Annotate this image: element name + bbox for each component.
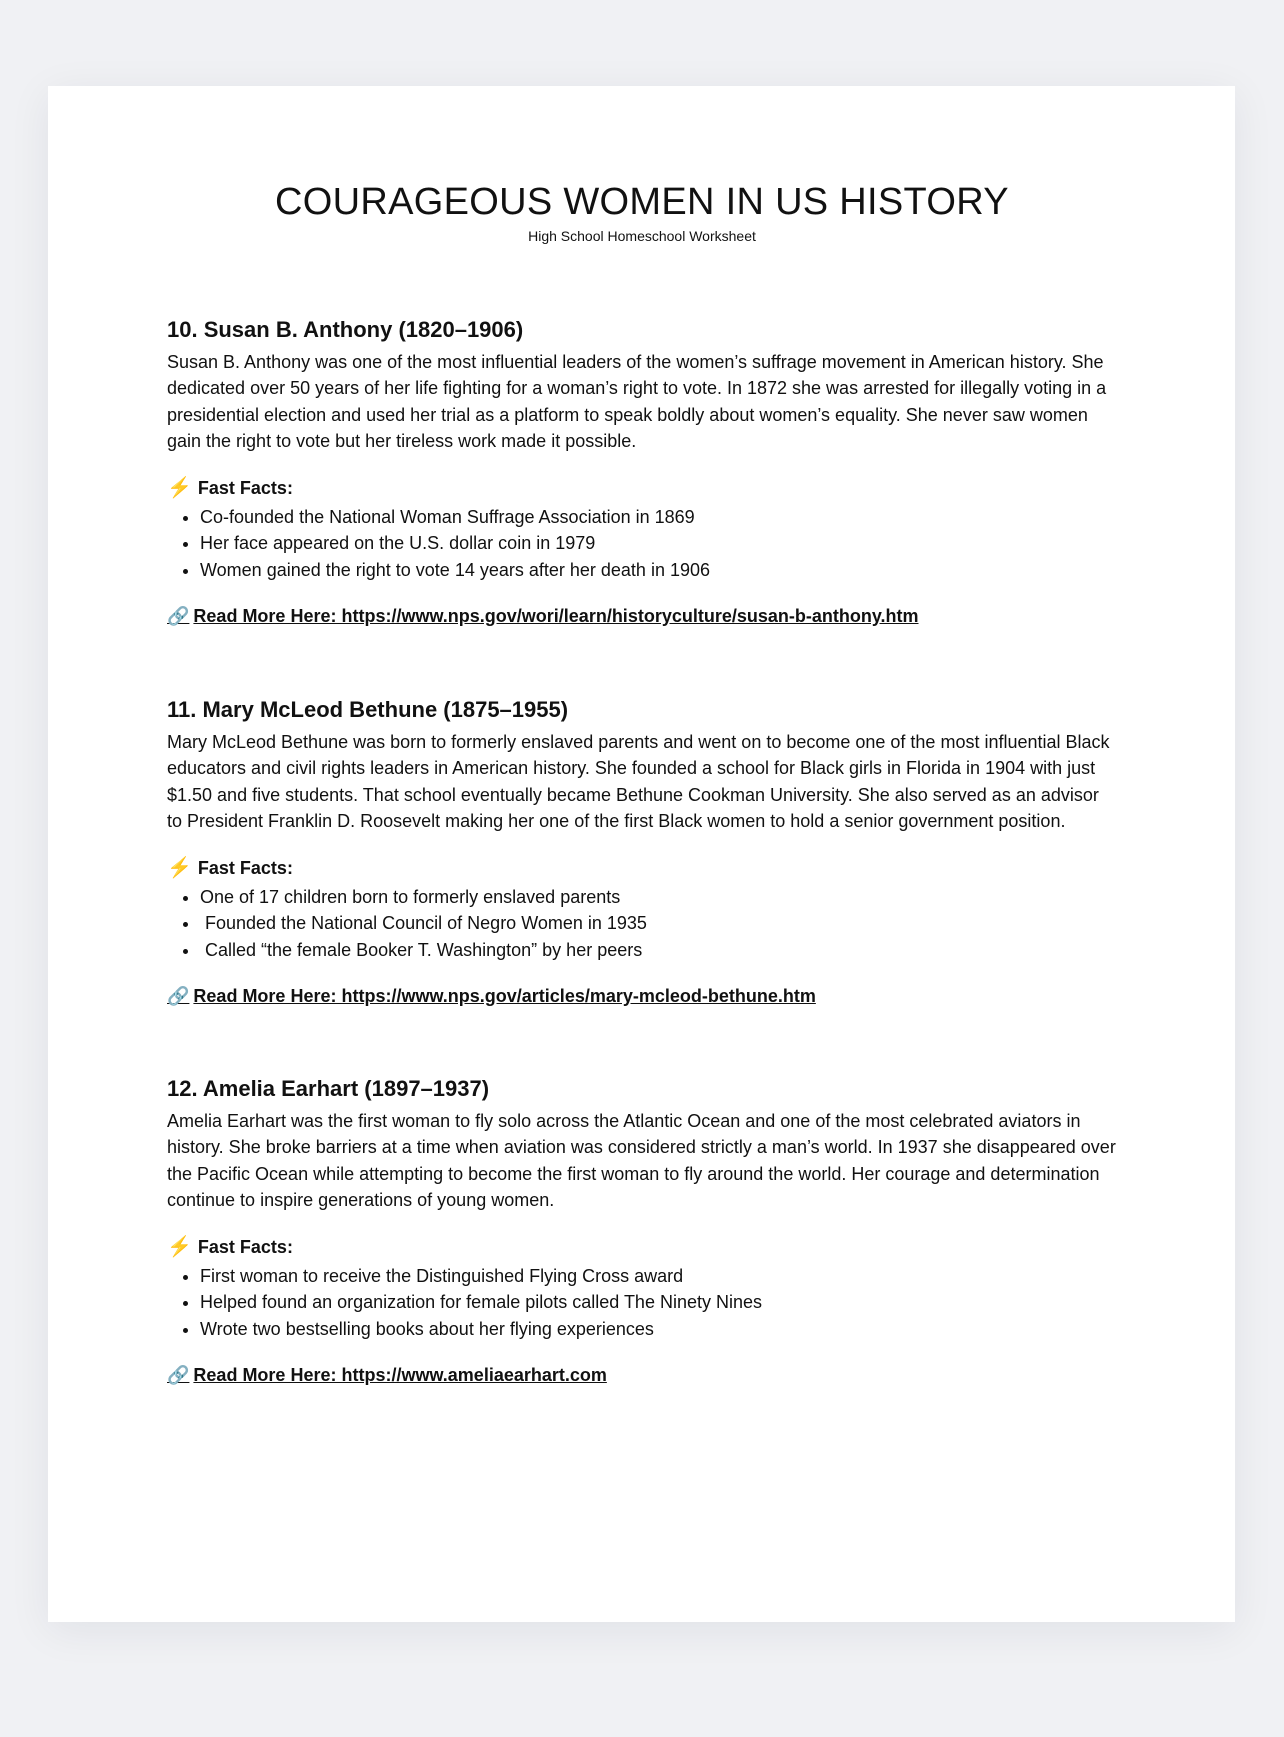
fast-facts-label: Fast Facts: (197, 858, 293, 879)
section-amelia-earhart (167, 1074, 1117, 1388)
read-more-link[interactable] (167, 1362, 927, 1388)
fast-facts-label: Fast Facts: (197, 478, 293, 499)
fast-facts-list (167, 1263, 1117, 1342)
chain-link-icon: 🔗 (167, 606, 190, 627)
list-item: • Founded the National Council of Negro Women in 1935 (200, 910, 1117, 936)
section-heading: 10. Susan B. Anthony (1820–1906) (167, 317, 524, 342)
chain-link-icon: 🔗 (167, 1365, 190, 1386)
read-more-text[interactable]: Read More Here: https://www.nps.gov/wori/learn/historyculture/susan-b-anthony.htm (193, 606, 919, 627)
list-item: • Helped found an organization for female pilots called The Ninety Nines (200, 1289, 1117, 1315)
read-more-text[interactable]: Read More Here: https://www.ameliaearhart.com (193, 1365, 607, 1386)
fast-facts-list (167, 884, 1117, 963)
lightning-bolt-icon: ⚡ (167, 477, 192, 500)
lightning-bolt-icon: ⚡ (167, 1236, 192, 1259)
fast-facts-list (167, 504, 1117, 583)
section-susan-b-anthony (167, 315, 1117, 629)
fast-facts-heading (167, 476, 1117, 500)
section-description: Amelia Earhart was the first woman to fly solo across the Atlantic Ocean and one of the most celebrated aviators in history. She broke barriers at a time when aviation was considered strictly a man’s world. In 1937 she disappeared over the Pacific Ocean while attempting to become the first woman to fly around the world. Her courage and determination continue to inspire generations of young women. (167, 1111, 1116, 1210)
read-more-text[interactable]: Read More Here: https://www.nps.gov/articles/mary-mcleod-bethune.htm (193, 986, 816, 1007)
list-item: • Called “the female Booker T. Washington” by her peers (200, 937, 1117, 963)
fast-facts-heading (167, 1235, 1117, 1259)
section-heading: 11. Mary McLeod Bethune (1875–1955) (167, 697, 569, 722)
fast-facts-label: Fast Facts: (197, 1237, 293, 1258)
list-item: • Wrote two bestselling books about her flying experiences (200, 1316, 1117, 1342)
list-item: • Women gained the right to vote 14 years after her death in 1906 (200, 557, 1117, 583)
document-page (48, 86, 1235, 1622)
list-item: • Co-founded the National Woman Suffrage Association in 1869 (200, 504, 1117, 530)
list-item: • Her face appeared on the U.S. dollar coin in 1979 (200, 530, 1117, 556)
section-heading: 12. Amelia Earhart (1897–1937) (167, 1076, 490, 1101)
read-more-link[interactable] (167, 603, 927, 629)
fast-facts-heading (167, 856, 1117, 880)
lightning-bolt-icon: ⚡ (167, 857, 192, 880)
read-more-link[interactable] (167, 983, 967, 1009)
chain-link-icon: 🔗 (167, 986, 190, 1007)
page-title: COURAGEOUS WOMEN IN US HISTORY (275, 181, 1009, 223)
list-item: • First woman to receive the Distinguished Flying Cross award (200, 1263, 1117, 1289)
list-item: • One of 17 children born to formerly enslaved parents (200, 884, 1117, 910)
page-subtitle: High School Homeschool Worksheet (528, 228, 756, 244)
section-description: Mary McLeod Bethune was born to formerly enslaved parents and went on to become one of the most influential Black educators and civil rights leaders in American history. She founded a school for Black girls in Florida in 1904 with just $1.50 and five students. That school eventually became Bethune Cookman University. She also served as an advisor to President Franklin D. Roosevelt making her one of the first Black women to hold a senior government position. (167, 732, 1110, 831)
section-mary-mcleod-bethune (167, 695, 1117, 1009)
section-description: Susan B. Anthony was one of the most influential leaders of the women’s suffrage movement in American history. She dedicated over 50 years of her life fighting for a woman’s right to vote. In 1872 she was arrested for illegally voting in a presidential election and used her trial as a platform to speak boldly about women’s equality. She never saw women gain the right to vote but her tireless work made it possible. (167, 352, 1107, 451)
